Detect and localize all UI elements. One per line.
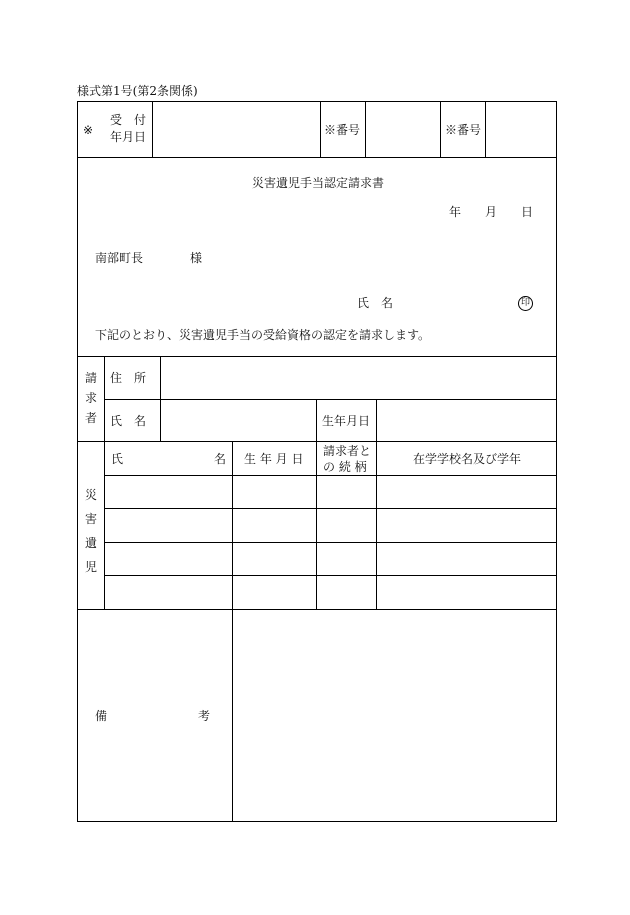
honorific: 様 xyxy=(190,251,203,265)
reception-label-line1: 受 付 xyxy=(110,113,147,127)
orphan-row-3-dob[interactable] xyxy=(233,543,316,575)
address-label: 住 所 xyxy=(110,371,147,385)
claimant-dob-label: 生年月日 xyxy=(322,414,371,428)
orphan-row-4-school[interactable] xyxy=(377,576,556,609)
header-col-2 xyxy=(320,101,321,158)
remarks-label-1: 備 xyxy=(95,709,108,723)
request-statement: 下記のとおり、災害遺児手当の受給資格の認定を請求します。 xyxy=(95,328,431,342)
outer-border-right xyxy=(556,101,557,822)
orphan-col-relation-1: 請求者と xyxy=(323,444,372,458)
claimant-dob-col xyxy=(316,399,317,442)
orphan-section-label: 災害遺児 xyxy=(84,488,97,574)
orphan-col-name-1: 氏 xyxy=(111,452,124,466)
outer-border-bottom xyxy=(77,821,557,822)
addressee: 南部町長 xyxy=(95,251,144,265)
orphan-col-school: 在学学校名及び学年 xyxy=(413,452,522,466)
remarks-label-2: 考 xyxy=(198,709,211,723)
orphan-row-2-relation[interactable] xyxy=(317,509,376,542)
requester-name-label: 氏 名 xyxy=(357,296,394,310)
number-field-1[interactable] xyxy=(366,102,439,157)
orphan-col-relation-2: の 続 柄 xyxy=(323,460,367,474)
seal-mark: 印 xyxy=(518,296,533,311)
reception-label-line2: 年月日 xyxy=(110,130,147,144)
orphan-row-2-dob[interactable] xyxy=(233,509,316,542)
number-label-1: ※番号 xyxy=(324,123,361,137)
claimant-name-label: 氏 名 xyxy=(110,414,147,428)
claimant-name-field[interactable] xyxy=(161,400,316,441)
orphan-row-3-school[interactable] xyxy=(377,543,556,575)
number-field-2[interactable] xyxy=(486,102,556,157)
reference-mark: ※ xyxy=(83,123,94,137)
orphan-row-3-name[interactable] xyxy=(105,543,232,575)
form-number-label: 様式第1号(第2条関係) xyxy=(77,84,198,98)
address-field[interactable] xyxy=(161,357,556,399)
orphan-row-4-name[interactable] xyxy=(105,576,232,609)
remarks-field[interactable] xyxy=(233,610,556,821)
date-line: 年 月 日 xyxy=(449,205,534,219)
claimant-dob-field[interactable] xyxy=(377,400,556,441)
orphan-row-2-name[interactable] xyxy=(105,509,232,542)
outer-border-left xyxy=(77,101,78,822)
orphan-row-2-school[interactable] xyxy=(377,509,556,542)
orphan-col-dob: 生 年 月 日 xyxy=(244,452,304,466)
header-col-4 xyxy=(440,101,441,158)
number-label-2: ※番号 xyxy=(445,123,482,137)
orphan-col-name-2: 名 xyxy=(214,452,227,466)
orphan-top-line xyxy=(77,441,557,442)
document-title: 災害遺児手当認定請求書 xyxy=(252,176,385,190)
claimant-section-label: 請求者 xyxy=(84,371,97,425)
orphan-row-3-relation[interactable] xyxy=(317,543,376,575)
orphan-row-1-dob[interactable] xyxy=(233,476,316,508)
reception-date-field[interactable] xyxy=(153,102,319,157)
orphan-row-1-relation[interactable] xyxy=(317,476,376,508)
orphan-row-1-name[interactable] xyxy=(105,476,232,508)
orphan-row-1-school[interactable] xyxy=(377,476,556,508)
orphan-row-4-relation[interactable] xyxy=(317,576,376,609)
orphan-row-4-dob[interactable] xyxy=(233,576,316,609)
